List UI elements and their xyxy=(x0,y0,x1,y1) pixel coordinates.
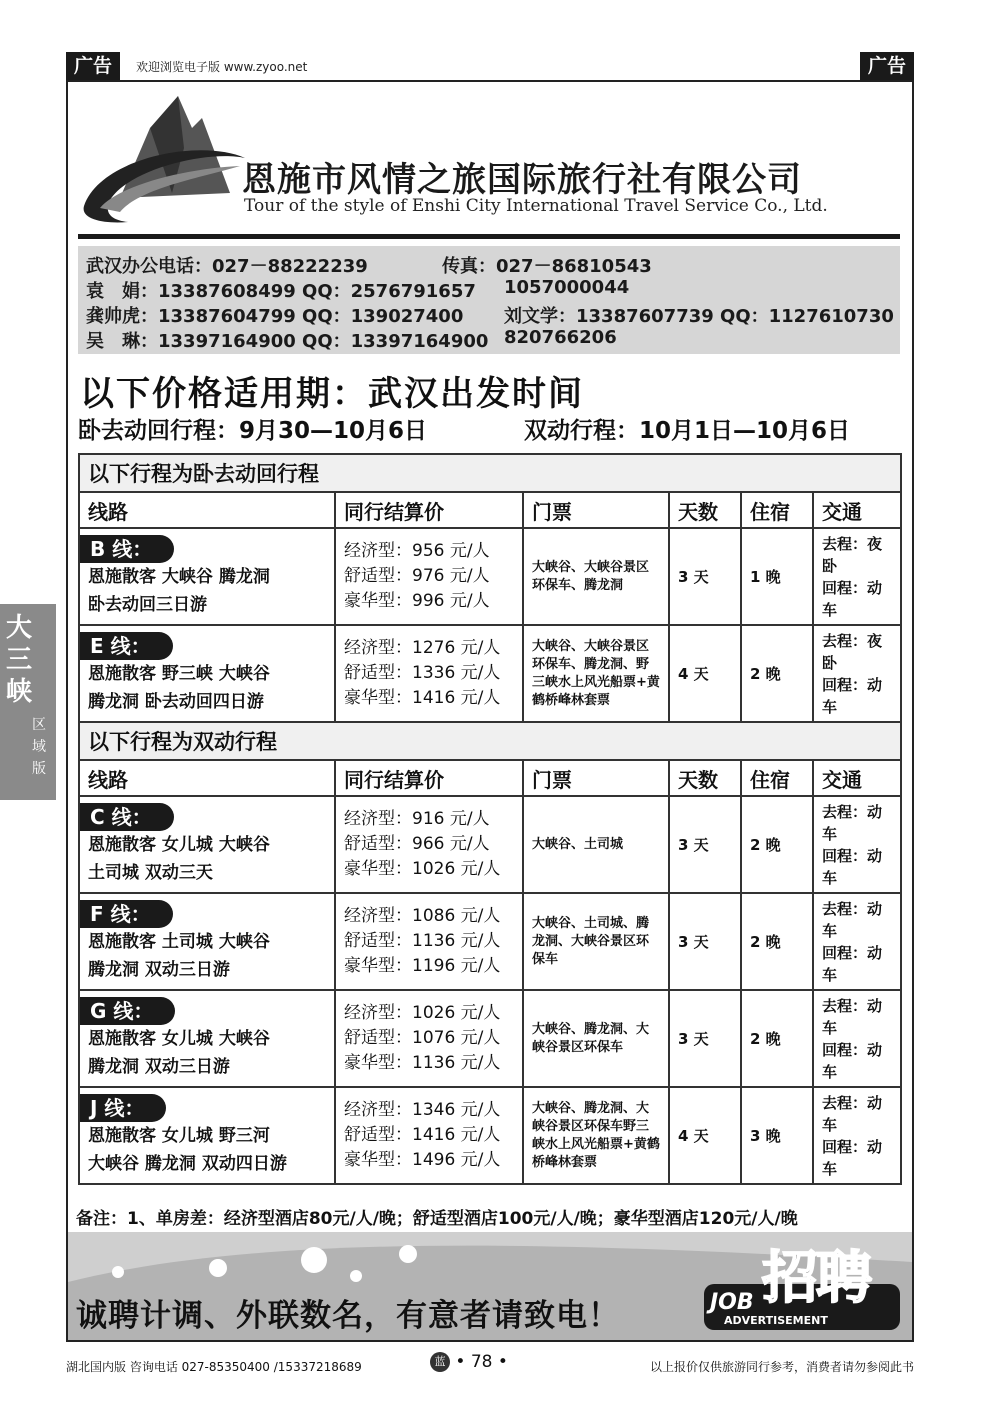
page-mark-icon: 蓝 xyxy=(430,1352,450,1372)
route-desc: 恩施散客 野三峡 大峡谷 xyxy=(88,663,270,684)
nights: 2 晚 xyxy=(741,893,813,990)
days: 4 天 xyxy=(669,625,741,722)
single-room-note: 备注：1、单房差：经济型酒店80元/人/晚；舒适型酒店100元/人/晚；豪华型酒店120元/人/晚 xyxy=(76,1209,798,1229)
column-header: 天数 xyxy=(669,760,741,796)
column-header: 同行结算价 xyxy=(335,492,523,528)
traffic-back: 回程：动车 xyxy=(822,846,883,887)
price-comfort: 舒适型：1136 元/人 xyxy=(344,931,501,951)
column-header: 交通 xyxy=(813,492,901,528)
header-url[interactable]: 欢迎浏览电子版 www.zyoo.net xyxy=(136,60,308,74)
route-desc: 腾龙洞 双动三日游 xyxy=(88,959,230,980)
region-side-tab xyxy=(0,604,56,800)
price-comfort: 舒适型：1416 元/人 xyxy=(344,1125,501,1145)
recruit-text: 诚聘计调、外联数名，有意者请致电！ xyxy=(76,1298,620,1334)
route-desc: 腾龙洞 双动三日游 xyxy=(88,1056,230,1077)
price-economy: 经济型：1346 元/人 xyxy=(344,1100,501,1120)
period-bullet-train: 双动行程：10月1日—10月6日 xyxy=(524,418,851,444)
price-comfort: 舒适型：1336 元/人 xyxy=(344,663,501,683)
column-header: 门票 xyxy=(523,492,669,528)
column-header: 同行结算价 xyxy=(335,760,523,796)
page-dot: • xyxy=(455,1352,466,1372)
price-comfort: 舒适型：966 元/人 xyxy=(344,834,490,854)
price-economy: 经济型：1086 元/人 xyxy=(344,906,501,926)
route-badge: F 线： xyxy=(80,900,173,928)
price-luxury: 豪华型：1416 元/人 xyxy=(344,688,501,708)
route-badge: E 线： xyxy=(80,632,173,660)
days: 3 天 xyxy=(669,528,741,625)
job-label: JOB xyxy=(710,1290,754,1315)
contact-panel xyxy=(78,246,900,354)
tickets: 大峡谷、土司城 xyxy=(523,796,669,893)
route-desc: 卧去动回三日游 xyxy=(88,594,207,615)
table-row xyxy=(79,990,901,1087)
route-desc: 恩施散客 女儿城 大峡谷 xyxy=(88,1028,270,1049)
days: 3 天 xyxy=(669,893,741,990)
traffic-go: 去程：动车 xyxy=(822,802,883,843)
table-row xyxy=(79,528,901,625)
contact-line: 刘文学：13387607739 QQ：1127610730 xyxy=(504,306,894,327)
route-desc: 恩施散客 大峡谷 腾龙洞 xyxy=(88,566,270,587)
table-row xyxy=(79,625,901,722)
page-dot: • xyxy=(497,1352,508,1372)
contact-line: 吴 琳：13397164900 QQ：13397164900 xyxy=(86,331,489,352)
page-number xyxy=(430,1352,508,1372)
column-header: 住宿 xyxy=(741,760,813,796)
divider xyxy=(78,234,900,239)
traffic-go: 去程：动车 xyxy=(822,899,883,940)
contact-line: 传真：027－86810543 xyxy=(442,256,652,277)
route-desc: 大峡谷 腾龙洞 双动四日游 xyxy=(88,1153,287,1174)
tickets: 大峡谷、土司城、腾龙洞、大峡谷景区环保车 xyxy=(523,893,669,990)
job-advertisement-logo xyxy=(700,1240,910,1332)
period-sleeper: 卧去动回行程：9月30—10月6日 xyxy=(78,418,428,444)
contact-line: 1057000044 xyxy=(504,277,630,298)
table-row xyxy=(79,893,901,990)
nights: 2 晚 xyxy=(741,796,813,893)
route-desc: 恩施散客 女儿城 野三河 xyxy=(88,1125,270,1146)
traffic-back: 回程：动车 xyxy=(822,1040,883,1081)
column-header: 天数 xyxy=(669,492,741,528)
price-luxury: 豪华型：1496 元/人 xyxy=(344,1150,501,1170)
ad-label-right: 广告 xyxy=(860,52,914,80)
table-row xyxy=(79,1087,901,1184)
days: 3 天 xyxy=(669,990,741,1087)
page-num: 78 xyxy=(470,1352,493,1372)
tickets: 大峡谷、腾龙洞、大峡谷景区环保车野三峡水上风光船票+黄鹤桥峰林套票 xyxy=(523,1087,669,1184)
footer-left: 湖北国内版 咨询电话 027-85350400 /15337218689 xyxy=(66,1360,362,1374)
side-tab-small: 区域版 xyxy=(32,717,46,777)
price-comfort: 舒适型：1076 元/人 xyxy=(344,1028,501,1048)
traffic-go: 去程：夜卧 xyxy=(822,631,883,672)
price-economy: 经济型：916 元/人 xyxy=(344,809,490,829)
company-name-en: Tour of the style of Enshi City International Travel Service Co., Ltd. xyxy=(244,196,828,216)
advertisement-label: ADVERTISEMENT xyxy=(724,1314,828,1327)
route-desc: 恩施散客 女儿城 大峡谷 xyxy=(88,834,270,855)
nights: 1 晚 xyxy=(741,528,813,625)
tickets: 大峡谷、腾龙洞、大峡谷景区环保车 xyxy=(523,990,669,1087)
company-name-cn: 恩施市风情之旅国际旅行社有限公司 xyxy=(242,160,802,200)
price-comfort: 舒适型：976 元/人 xyxy=(344,566,490,586)
route-badge: G 线： xyxy=(80,997,175,1025)
price-period-headline: 以下价格适用期：武汉出发时间 xyxy=(80,374,584,414)
contact-line: 武汉办公电话：027－88222239 xyxy=(86,256,368,277)
column-header: 线路 xyxy=(79,760,335,796)
contact-line: 820766206 xyxy=(504,327,617,348)
column-header: 线路 xyxy=(79,492,335,528)
traffic-go: 去程：动车 xyxy=(822,996,883,1037)
column-header: 门票 xyxy=(523,760,669,796)
zhaopin-label: 招聘 xyxy=(762,1246,870,1311)
price-luxury: 豪华型：996 元/人 xyxy=(344,591,490,611)
route-desc: 恩施散客 土司城 大峡谷 xyxy=(88,931,270,952)
traffic-back: 回程：动车 xyxy=(822,1137,883,1178)
traffic-go: 去程：动车 xyxy=(822,1093,883,1134)
days: 3 天 xyxy=(669,796,741,893)
section-title: 以下行程为双动行程 xyxy=(79,722,901,760)
route-desc: 腾龙洞 卧去动回四日游 xyxy=(88,691,264,712)
nights: 3 晚 xyxy=(741,1087,813,1184)
ad-label-left: 广告 xyxy=(66,52,120,80)
price-economy: 经济型：1276 元/人 xyxy=(344,638,501,658)
route-badge: B 线： xyxy=(80,535,174,563)
table-row xyxy=(79,796,901,893)
traffic-back: 回程：动车 xyxy=(822,675,883,716)
tickets: 大峡谷、大峡谷景区环保车、腾龙洞、野三峡水上风光船票+黄鹤桥峰林套票 xyxy=(523,625,669,722)
column-header: 交通 xyxy=(813,760,901,796)
traffic-go: 去程：夜卧 xyxy=(822,534,883,575)
price-luxury: 豪华型：1026 元/人 xyxy=(344,859,501,879)
route-desc: 土司城 双动三天 xyxy=(88,862,213,883)
nights: 2 晚 xyxy=(741,990,813,1087)
side-tab-big: 大三峡 xyxy=(6,613,33,707)
price-luxury: 豪华型：1136 元/人 xyxy=(344,1053,501,1073)
column-header: 住宿 xyxy=(741,492,813,528)
section-title: 以下行程为卧去动回行程 xyxy=(79,454,901,492)
route-price-table xyxy=(78,453,902,1185)
contact-line: 袁 娟：13387608499 QQ：2576791657 xyxy=(86,281,476,302)
nights: 2 晚 xyxy=(741,625,813,722)
route-badge: J 线： xyxy=(80,1094,166,1122)
traffic-back: 回程：动车 xyxy=(822,943,883,984)
route-badge: C 线： xyxy=(80,803,174,831)
traffic-back: 回程：动车 xyxy=(822,578,883,619)
days: 4 天 xyxy=(669,1087,741,1184)
price-economy: 经济型：1026 元/人 xyxy=(344,1003,501,1023)
price-luxury: 豪华型：1196 元/人 xyxy=(344,956,501,976)
tickets: 大峡谷、大峡谷景区环保车、腾龙洞 xyxy=(523,528,669,625)
footer-right: 以上报价仅供旅游同行参考，消费者请勿参阅此书 xyxy=(649,1360,914,1374)
mountain-logo-icon xyxy=(80,88,250,228)
contact-line: 龚帅虎：13387604799 QQ：139027400 xyxy=(86,306,464,327)
price-economy: 经济型：956 元/人 xyxy=(344,541,490,561)
